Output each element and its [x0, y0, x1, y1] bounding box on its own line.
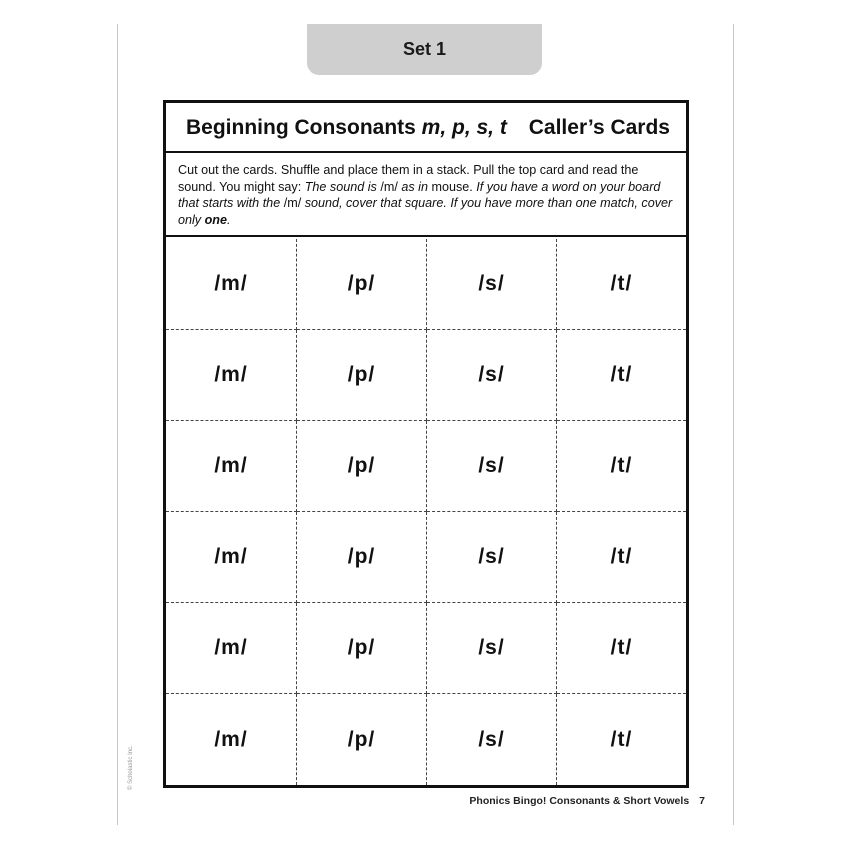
card: /t/ [610, 727, 633, 751]
instructions-text-8: sound, cover that square. If you have more than one match, cover only [178, 196, 673, 227]
instructions-text-1: Cut out the cards. Shuffle and place them in a stack. Pull the top card and read the sound. You might say: [178, 163, 639, 194]
card: /m/ [166, 239, 297, 330]
set-tab [307, 24, 542, 75]
card: /m/ [166, 421, 297, 512]
title-right: Caller’s Cards [528, 116, 670, 139]
set-label: Set 1 [402, 39, 447, 59]
copyright-notice: © Scholastic Inc. [128, 745, 134, 790]
callers-cards-sheet [163, 100, 689, 788]
card: /p/ [297, 330, 427, 421]
card: /t/ [557, 239, 686, 330]
instructions-text-2: The sound is [304, 179, 381, 194]
card: /p/ [297, 694, 427, 785]
instructions [166, 153, 686, 237]
page-number: 7 [699, 795, 705, 807]
card: /s/ [427, 421, 557, 512]
page-footer [469, 795, 705, 807]
card: /t/ [557, 603, 686, 694]
card: /p/ [297, 421, 427, 512]
card: /s/ [427, 603, 557, 694]
card: /m/ [166, 512, 297, 603]
sheet-title [166, 103, 686, 153]
cards-grid [166, 239, 686, 785]
instructions-text-7: /m/ [283, 196, 302, 210]
instructions-text-6: If you have a word on your board that starts with the [178, 179, 661, 210]
instructions-text-4: as in [397, 179, 432, 194]
instructions-text-10: . [227, 212, 231, 227]
card: /s/ [427, 239, 557, 330]
card: /t/ [557, 330, 686, 421]
card: /s/ [427, 330, 557, 421]
card: /t/ [557, 512, 686, 603]
title-left [186, 116, 507, 140]
card: /m/ [166, 603, 297, 694]
card: /t/ [557, 421, 686, 512]
book-title: Phonics Bingo! Consonants & Short Vowels [469, 795, 690, 807]
card: /p/ [297, 239, 427, 330]
instructions-text-9: one [204, 212, 227, 227]
card: /p/ [297, 603, 427, 694]
instructions-text-5: mouse. [431, 179, 477, 194]
card: /p/ [297, 512, 427, 603]
card: /m/ [166, 330, 297, 421]
card: /s/ [427, 512, 557, 603]
instructions-text-3: /m/ [380, 179, 398, 194]
title-letters: m, p, s, t [421, 116, 507, 139]
card: /m/ [166, 694, 297, 785]
title-prefix: Beginning Consonants [186, 116, 422, 139]
card: /s/ [427, 694, 557, 785]
